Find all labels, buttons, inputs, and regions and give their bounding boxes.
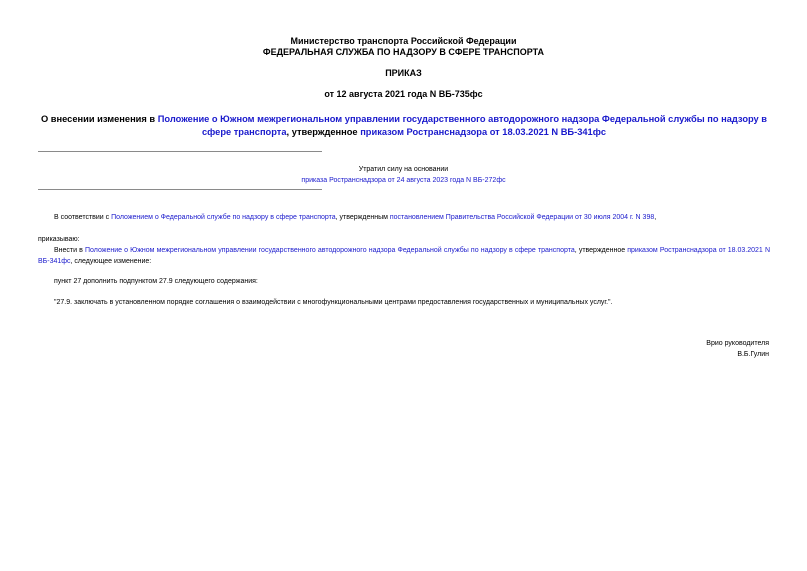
subject-middle: , утвержденное (286, 127, 361, 137)
subject-order-link[interactable]: приказом Ространснадзора от 18.03.2021 N ВБ-341фс (360, 127, 607, 137)
approving-order-link[interactable]: приказом Ространснадзора от 18.03.2021 N ВБ-341фс (38, 247, 770, 265)
government-decree-link[interactable]: постановлением Правительства Российской Федерации от 30 июля 2004 г. N 398 (389, 214, 655, 221)
service-name: ФЕДЕРАЛЬНАЯ СЛУЖБА ПО НАДЗОРУ В СФЕРЕ ТРАНСПОРТА (262, 47, 545, 57)
p2-suffix: , следующее изменение: (70, 258, 152, 265)
p1-middle: , утвержденным (335, 214, 390, 221)
status-note-text: Утратил силу на основании (358, 166, 449, 173)
repeal-order-link[interactable]: приказа Ространснадзора от 24 августа 2023 года N ВБ-272фс (301, 177, 506, 184)
p1-suffix: , (654, 214, 657, 221)
document-date-number: от 12 августа 2021 года N ВБ-735фс (324, 89, 483, 99)
document-type: ПРИКАЗ (385, 68, 422, 78)
order-word: приказываю: (38, 236, 80, 243)
divider-bottom (38, 189, 322, 190)
status-note-line (0, 175, 807, 186)
signatory-name: В.Б.Гулин (737, 351, 769, 358)
subject-prefix: О внесении изменения в (40, 114, 158, 124)
paragraph-point-27: пункт 27 дополнить подпунктом 27.9 следующего содержания: (54, 278, 258, 285)
paragraph-basis (54, 212, 774, 223)
p2-middle: , утвержденное (574, 247, 628, 254)
p2-prefix: Внести в (54, 247, 86, 254)
signatory-title: Врио руководителя (706, 340, 769, 347)
ministry-name: Министерство транспорта Российской Федерации (290, 36, 517, 46)
paragraph-subpoint-27-9: "27.9. заключать в установленном порядке соглашения о взаимодействии с многофункциональными центрами предоставления государственных и муниципальных услуг.". (54, 299, 613, 306)
paragraph-amendment (38, 245, 770, 267)
subject-regulation-link[interactable]: Положение о Южном межрегиональном управлении государственного автодорожного надзора Федеральной службы по надзору в сфере транспорта (157, 114, 768, 137)
document-subject (38, 113, 770, 139)
amended-regulation-link[interactable]: Положение о Южном межрегиональном управлении государственного автодорожного надзора Федеральной службы по надзору в сфере транспорта (85, 247, 575, 254)
divider-top (38, 151, 322, 152)
p1-prefix: В соответствии с (54, 214, 112, 221)
federal-service-regulation-link[interactable]: Положением о Федеральной службе по надзору в сфере транспорта (111, 214, 336, 221)
